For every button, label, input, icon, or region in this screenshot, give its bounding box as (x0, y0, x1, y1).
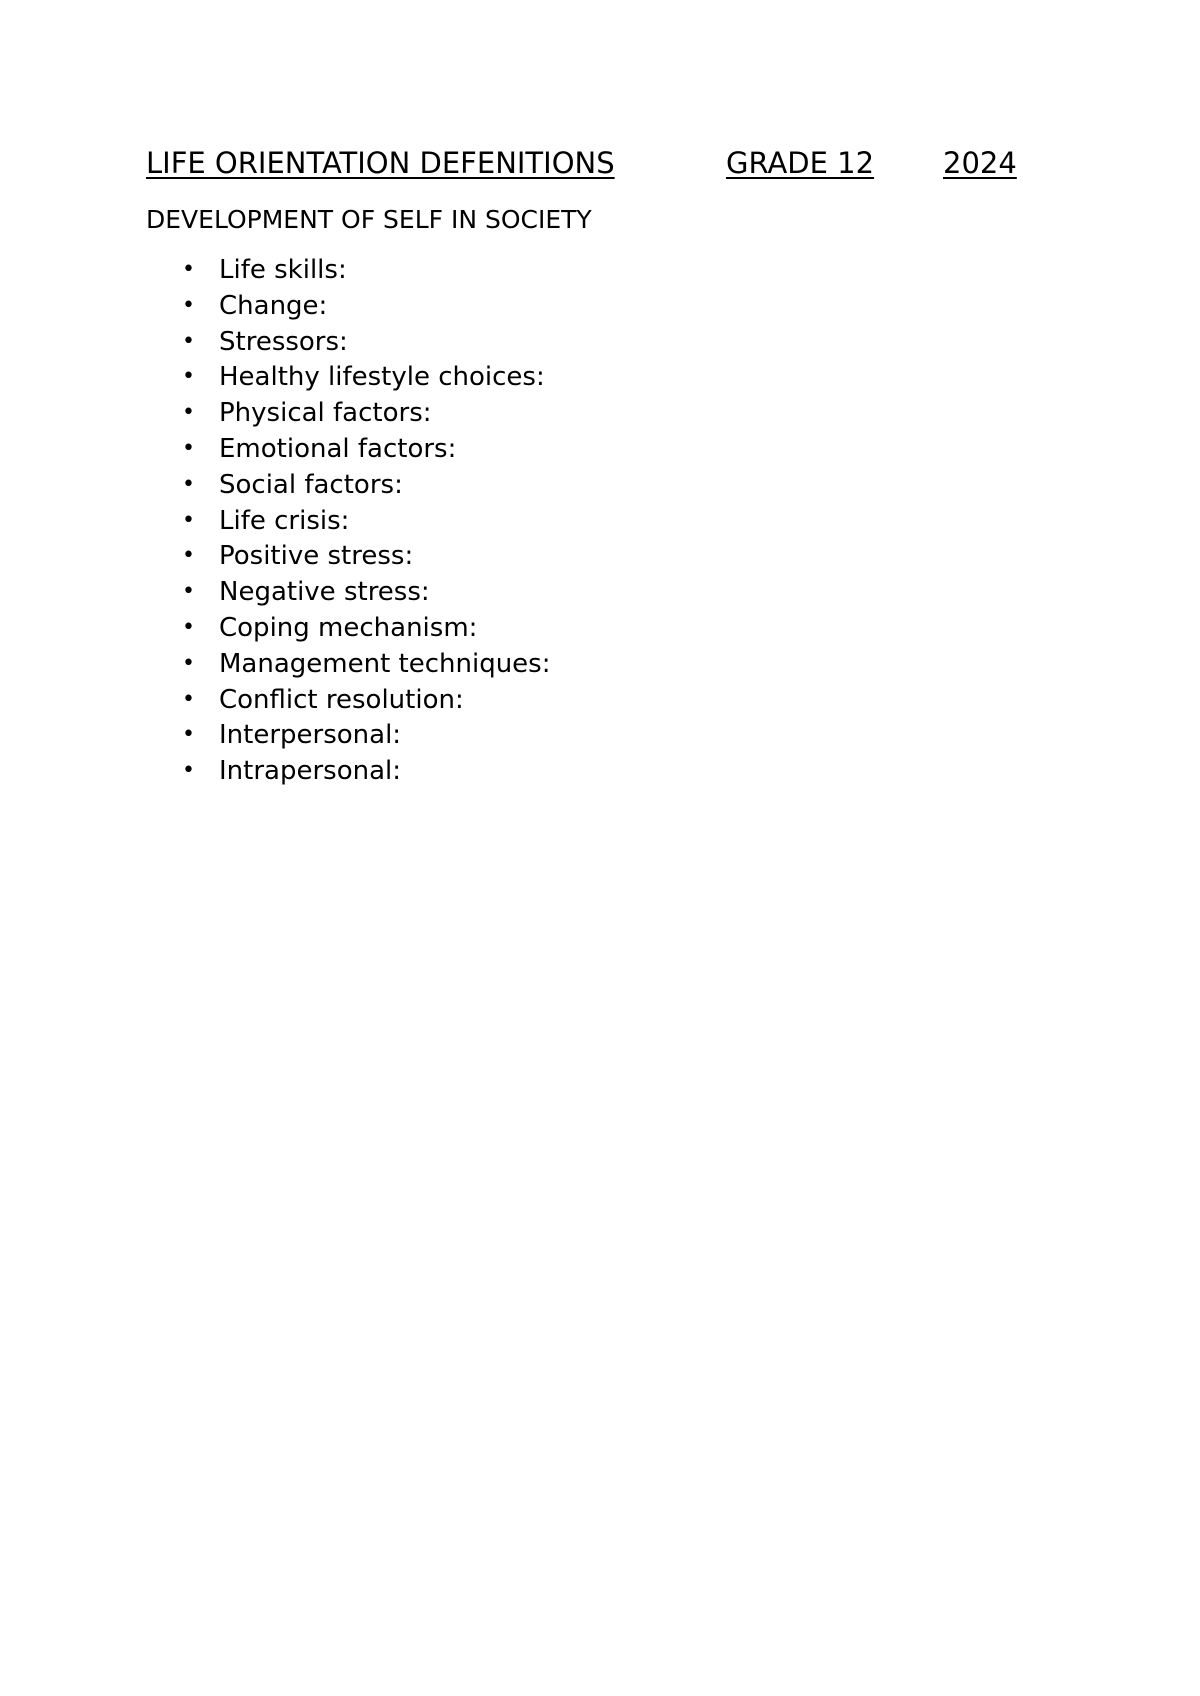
bullet-icon: • (182, 328, 195, 354)
term-label: Coping mechanism: (219, 612, 478, 643)
bullet-icon: • (182, 257, 195, 282)
document-title: LIFE ORIENTATION DEFENITIONS (146, 146, 615, 180)
bullet-icon: • (182, 507, 195, 533)
bullet-icon: • (182, 400, 195, 426)
term-label: Social factors: (219, 469, 403, 500)
term-label: Emotional factors: (219, 433, 457, 464)
bullet-icon: • (182, 471, 195, 497)
term-label: Intrapersonal: (219, 756, 401, 787)
year-label: 2024 (943, 146, 1017, 180)
bullet-icon: • (182, 614, 195, 640)
term-label: Management techniques: (219, 648, 551, 679)
term-label: Interpersonal: (219, 720, 402, 751)
bullet-icon: • (182, 435, 195, 461)
grade-label: GRADE 12 (726, 146, 875, 180)
bullet-icon: • (182, 292, 195, 318)
term-label: Change: (219, 290, 328, 321)
bullet-icon: • (182, 543, 195, 569)
term-label: Stressors: (219, 326, 348, 357)
bullet-icon: • (182, 650, 195, 676)
term-label: Life skills: (219, 255, 347, 285)
term-label: Negative stress: (219, 577, 430, 608)
term-label: Physical factors: (219, 398, 432, 429)
bullet-icon: • (182, 686, 195, 712)
section-heading: DEVELOPMENT OF SELF IN SOCIETY (146, 205, 592, 234)
bullet-icon: • (182, 364, 195, 390)
term-label: Healthy lifestyle choices: (219, 362, 545, 393)
bullet-icon: • (182, 722, 195, 748)
bullet-icon: • (182, 579, 195, 605)
term-label: Conflict resolution: (219, 684, 464, 715)
term-label: Life crisis: (219, 505, 350, 536)
term-label: Positive stress: (219, 541, 414, 572)
bullet-icon: • (182, 758, 195, 784)
